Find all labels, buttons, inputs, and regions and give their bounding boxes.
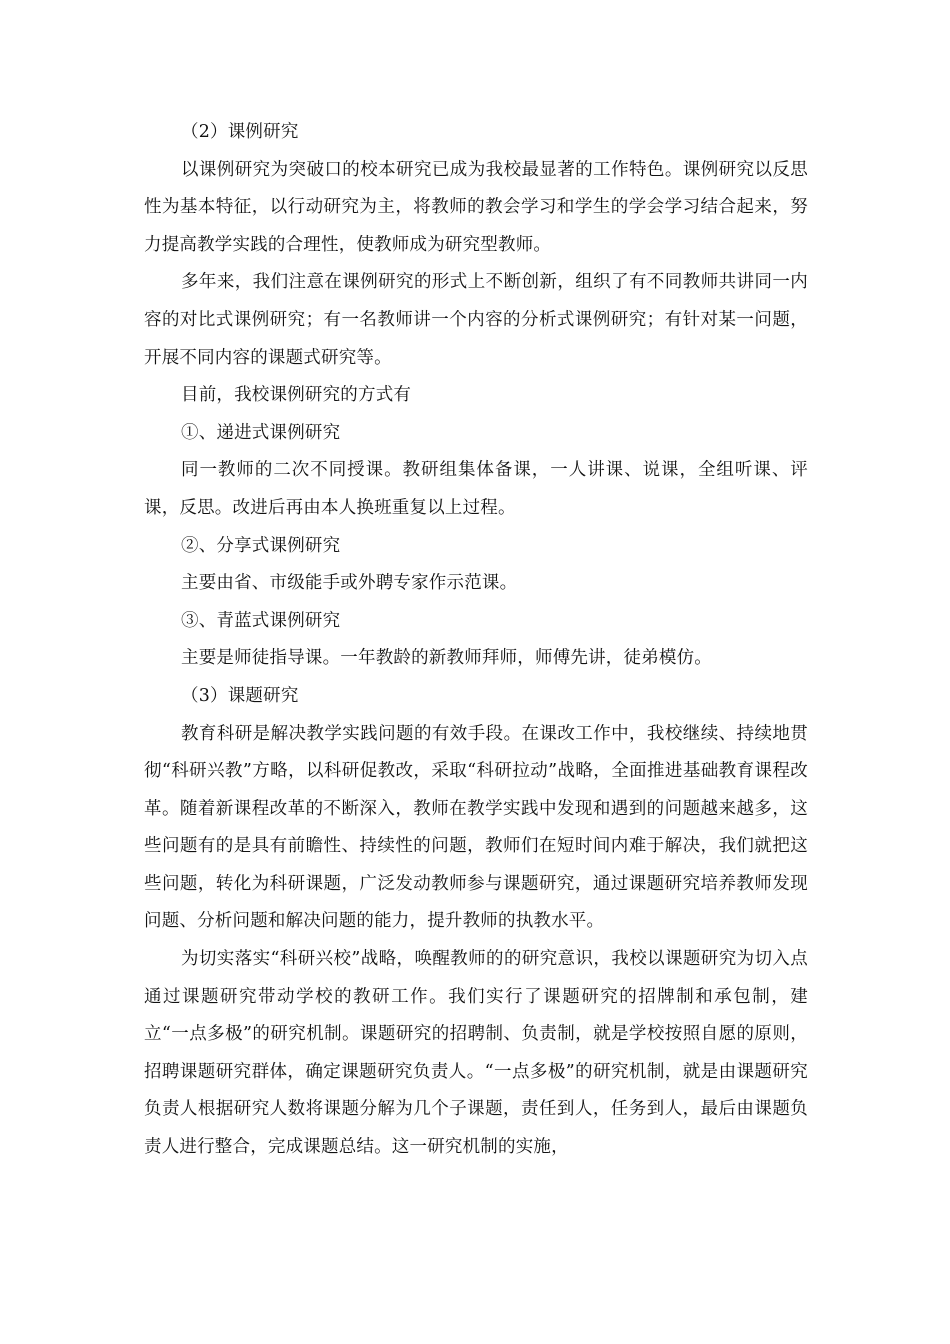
paragraph-course-case-forms: 多年来，我们注意在课例研究的形式上不断创新，组织了有不同教师共讲同一内容的对比式课例研究；有一名教师讲一个内容的分析式课例研究；有针对某一问题，开展不同内容的课题式研究等。 <box>144 272 808 368</box>
paragraph-progressive-desc: 同一教师的二次不同授课。教研组集体备课，一人讲课、说课，全组听课、评课，反思。改进后再由本人换班重复以上过程。 <box>144 460 808 518</box>
paragraph-topic-research-mechanism: 为切实落实“科研兴校”战略，唤醒教师的的研究意识，我校以课题研究为切入点通过课题研究带动学校的教研工作。我们实行了课题研究的招牌制和承包制，建立“一点多极”的研究机制。课题研究的招聘制、负责制，就是学校按照自愿的原则，招聘课题研究群体，确定课题研究负责人。“一点多极”的研究机制，就是由课题研究负责人根据研究人数将课题分解为几个子课题，责任到人，任务到人，最后由课题负责人进行整合，完成课题总结。这一研究机制的实施， <box>144 949 808 1158</box>
paragraph-sharing-desc: 主要由省、市级能手或外聘专家作示范课。 <box>181 573 518 594</box>
paragraph-current-methods: 目前，我校课例研究的方式有 <box>181 385 412 406</box>
paragraph-mentoring-desc: 主要是师徒指导课。一年教龄的新教师拜师，师傅先讲，徒弟模仿。 <box>181 648 712 669</box>
paragraph-course-case-intro: 以课例研究为突破口的校本研究已成为我校最显著的工作特色。课例研究以反思性为基本特征，以行动研究为主，将教师的教会学习和学生的学会学习结合起来，努力提高教学实践的合理性，使教师成为研究型教师。 <box>144 159 808 255</box>
section-heading-topic-research: （3）课题研究 <box>181 685 299 706</box>
document-page <box>144 114 808 1167</box>
paragraph-topic-research-intro: 教育科研是解决教学实践问题的有效手段。在课改工作中，我校继续、持续地贯彻“科研兴教”方略，以科研促教改，采取“科研拉动”战略，全面推进基础教育课程改革。随着新课程改革的不断深入，教师在教学实践中发现和遇到的问题越来越多，这些问题有的是具有前瞻性、持续性的问题，教师们在短时间内难于解决，我们就把这些问题，转化为科研课题，广泛发动教师参与课题研究，通过课题研究培养教师发现问题、分析问题和解决问题的能力，提升教师的执教水平。 <box>144 723 808 932</box>
section-heading-course-case-research: （2）课例研究 <box>181 122 299 142</box>
method-heading-progressive: ①、递进式课例研究 <box>181 422 341 443</box>
method-heading-mentoring: ③、青蓝式课例研究 <box>181 610 341 631</box>
method-heading-sharing: ②、分享式课例研究 <box>181 535 341 556</box>
